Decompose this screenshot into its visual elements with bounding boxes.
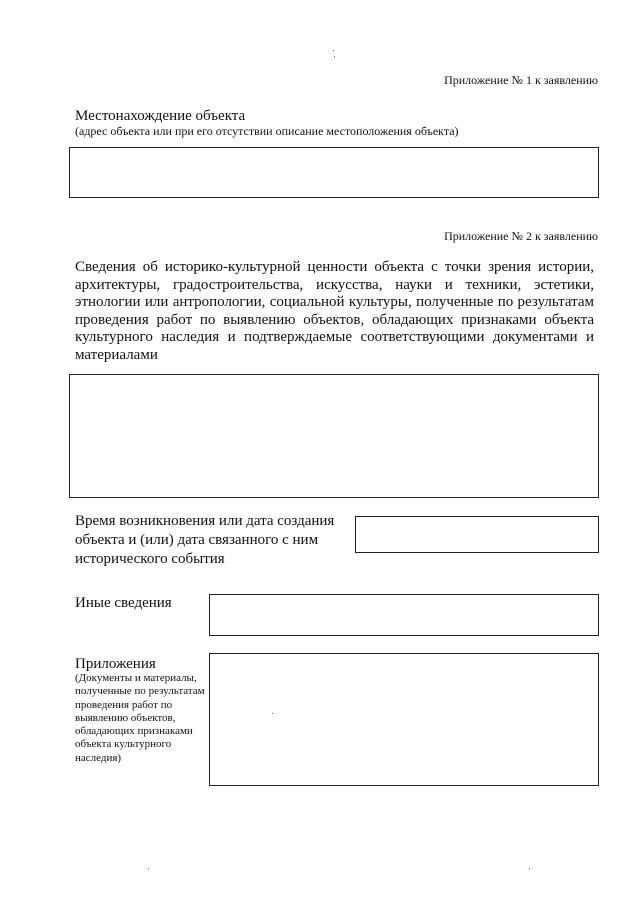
- annex-2-label: Приложение № 2 к заявлению: [444, 229, 598, 243]
- attachments-note: (Документы и материалы, полученные по результатам проведения работ по выявлению объектов, обладающих признаками объекта культурного наследия): [75, 672, 205, 764]
- attachments-field[interactable]: [209, 653, 599, 786]
- cultural-value-description: Сведения об историко-культурной ценности объекта с точки зрения истории, архитектуры, градостроительства, искусства, науки и техники, эстетики, этнологии или антропологии, социальной культуры, полученные по результатам проведения работ по выявлению объектов, обладающих признаками объекта культурного наследия и подтверждаемые соответствующими документами и материалами: [75, 259, 594, 363]
- location-title: Местонахождение объекта: [75, 108, 246, 124]
- scan-speck: [334, 56, 335, 57]
- creation-time-field[interactable]: [355, 516, 599, 553]
- other-info-field[interactable]: [209, 594, 599, 636]
- cultural-value-field[interactable]: [69, 374, 599, 498]
- location-note: (адрес объекта или при его отсутствии описание местоположения объекта): [75, 124, 459, 138]
- annex-1-label: Приложение № 1 к заявлению: [444, 73, 598, 87]
- scan-speck: [333, 50, 334, 51]
- location-field[interactable]: [69, 147, 599, 198]
- scan-speck: [272, 713, 273, 714]
- scan-speck: [529, 868, 530, 869]
- other-info-label: Иные сведения: [75, 595, 172, 611]
- scan-speck: [148, 868, 149, 869]
- creation-time-label: Время возникновения или дата создания объекта и (или) дата связанного с ним исторического события: [75, 513, 335, 567]
- attachments-label: Приложения: [75, 656, 156, 672]
